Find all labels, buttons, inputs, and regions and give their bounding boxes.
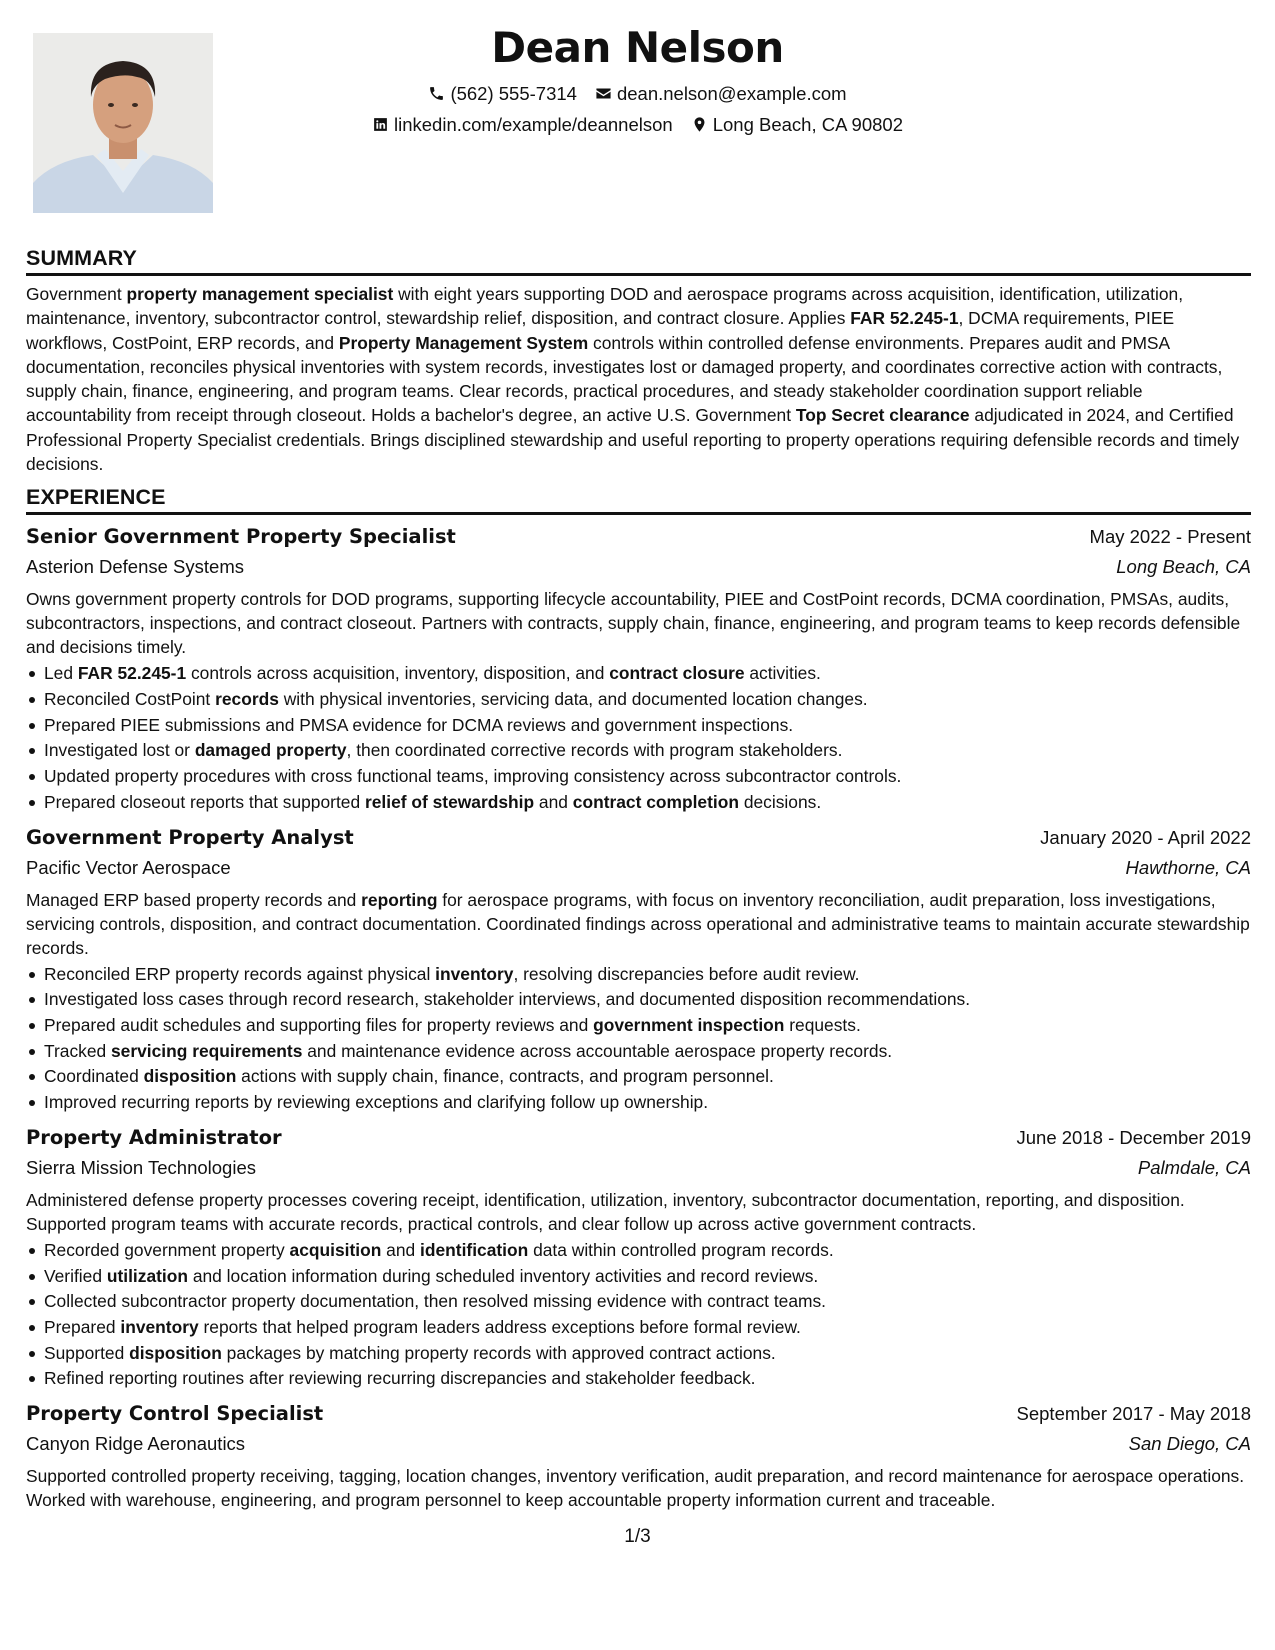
bold-phrase: contract closure	[609, 663, 745, 684]
bold-phrase: Property Management System	[338, 332, 589, 353]
location-contact	[691, 109, 903, 140]
job-bullets	[26, 1238, 1251, 1392]
phone-text: (562) 555-7314	[450, 83, 577, 104]
contact-line-2	[0, 109, 1275, 140]
text-run: Recorded government property	[44, 1239, 290, 1260]
location-text: Long Beach, CA 90802	[712, 114, 903, 135]
job-dates: September 2017 - May 2018	[1016, 1403, 1251, 1425]
text-run: Government	[26, 284, 127, 304]
bold-phrase: reporting	[361, 889, 438, 910]
job-dates: June 2018 - December 2019	[1016, 1126, 1251, 1148]
linkedin-icon	[372, 116, 389, 133]
page-number: 1/3	[624, 1526, 651, 1547]
map-pin-icon	[691, 116, 708, 133]
text-run: controls within controlled defense environments. Prepares audit and PMSA documentation, reconciles physical inventories with system records, investigates lost or damaged property, and coordinates corrective action with contracts, supply chain, finance, engineering, and program teams. Clear records, practical procedures, and steady stakeholder coordination support reliable accountability from receipt through closeout. Holds a bachelor's degree, an active U.S. Government	[26, 332, 1223, 426]
text-run: Improved recurring reports by reviewing exceptions and clarifying follow up ownership.	[44, 1092, 709, 1113]
text-run: decisions.	[738, 791, 822, 812]
text-run: Prepared	[44, 1316, 121, 1337]
text-run: , resolving discrepancies before audit review.	[513, 963, 860, 984]
job-description: Supported controlled property receiving, tagging, location changes, inventory verification, audit preparation, and record maintenance for aerospace operations. Worked with warehouse, engineering, and program personnel to keep accountable property information current and traceable.	[26, 1466, 1245, 1511]
bullet-item	[26, 764, 1251, 790]
job-bullets	[26, 661, 1251, 815]
text-run: Updated property procedures with cross functional teams, improving consistency across subcontractor controls.	[44, 766, 902, 787]
job-bullets	[26, 962, 1251, 1116]
job-location: San Diego, CA	[1128, 1433, 1251, 1455]
job-company-row	[26, 1430, 1251, 1458]
job-description: Administered defense property processes covering receipt, identification, utilization, inventory, subcontractor documentation, reporting, and disposition. Supported program teams with accurate records, practical controls, and clear follow up across active government contracts.	[26, 1189, 1185, 1234]
summary-text	[26, 282, 1251, 476]
text-run: Supported	[44, 1342, 130, 1363]
summary-heading: SUMMARY	[26, 243, 1251, 276]
text-run: adjudicated in 2024, and Certified Professional Property Specialist credentials. Brings disciplined stewardship and useful reporting to property operations requiring defensible records and timely decisions.	[26, 405, 1240, 475]
text-run: Led	[44, 663, 78, 684]
text-run: and	[534, 791, 573, 812]
job-description	[26, 888, 1251, 960]
linkedin-contact[interactable]	[372, 109, 673, 140]
experience-list	[26, 521, 1251, 1512]
bullet-item	[26, 790, 1251, 816]
bullet-item	[26, 1064, 1251, 1090]
resume-body	[26, 243, 1251, 1514]
bold-phrase: property management specialist	[126, 284, 394, 304]
bullet-item	[26, 661, 1251, 687]
text-run: Investigated loss cases through record research, stakeholder interviews, and documented disposition recommendations.	[44, 989, 971, 1010]
job-title-row	[26, 1398, 1251, 1430]
text-run: reports that helped program leaders address exceptions before formal review.	[198, 1316, 801, 1337]
bold-phrase: disposition	[143, 1066, 237, 1087]
text-run: Reconciled CostPoint	[44, 689, 216, 710]
job-company-row	[26, 1154, 1251, 1182]
bold-phrase: identification	[420, 1239, 529, 1260]
text-run: , DCMA requirements, PIEE workflows, CostPoint, ERP records, and	[26, 308, 1175, 353]
text-run: Prepared PIEE submissions and PMSA evidence for DCMA reviews and government inspections.	[44, 714, 794, 735]
bold-phrase: FAR 52.245-1	[850, 308, 959, 329]
bold-phrase: inventory	[120, 1316, 199, 1337]
bullet-item	[26, 1238, 1251, 1264]
text-run: Collected subcontractor property documentation, then resolved missing evidence with contract teams.	[44, 1291, 827, 1312]
bullet-item	[26, 713, 1251, 739]
job-location: Palmdale, CA	[1137, 1156, 1251, 1178]
job-title: Property Control Specialist	[26, 1402, 324, 1426]
job-entry	[26, 1122, 1251, 1392]
bullet-item	[26, 1090, 1251, 1116]
text-run: Prepared closeout reports that supported	[44, 791, 365, 812]
job-description: Owns government property controls for DOD programs, supporting lifecycle accountability, PIEE and CostPoint records, DCMA coordination, PMSAs, audits, subcontractors, inspections, and contract closeout. Partners with contracts, supply chain, finance, engineering, and program teams to keep records defensible and decisions timely.	[26, 589, 1241, 658]
bullet-item	[26, 738, 1251, 764]
bullet-item	[26, 1039, 1251, 1065]
bold-phrase: FAR 52.245-1	[77, 663, 187, 684]
bullet-item	[26, 1366, 1251, 1392]
job-entry	[26, 1398, 1251, 1512]
candidate-name: Dean Nelson	[491, 23, 784, 72]
text-run: and	[381, 1239, 421, 1260]
text-run: with eight years supporting DOD and aerospace programs across acquisition, identification, utilization, maintenance, inventory, subcontractor control, stewardship relief, disposition, and contract closure. Applies	[26, 284, 1184, 329]
text-run: actions with supply chain, finance, contracts, and program personnel.	[236, 1066, 774, 1087]
phone-icon	[428, 85, 445, 102]
text-run: Reconciled ERP property records against physical	[44, 963, 436, 984]
job-location: Hawthorne, CA	[1125, 856, 1251, 878]
bullet-item	[26, 1264, 1251, 1290]
job-entry	[26, 521, 1251, 815]
contact-line-1	[0, 78, 1275, 109]
envelope-icon	[595, 85, 612, 102]
experience-heading: EXPERIENCE	[26, 482, 1251, 515]
bold-phrase: disposition	[129, 1342, 222, 1363]
job-title: Property Administrator	[26, 1125, 282, 1149]
bold-phrase: acquisition	[289, 1239, 382, 1260]
text-run: Prepared audit schedules and supporting files for property reviews and	[44, 1015, 594, 1035]
bullet-item	[26, 1013, 1251, 1039]
text-run: Tracked	[44, 1040, 112, 1061]
bold-phrase: records	[215, 689, 279, 710]
text-run: Refined reporting routines after reviewing recurring discrepancies and stakeholder feedback.	[44, 1368, 756, 1389]
bold-phrase: government inspection	[593, 1015, 785, 1035]
text-run: with physical inventories, servicing data, and documented location changes.	[278, 689, 868, 710]
job-location: Long Beach, CA	[1116, 556, 1251, 578]
resume-header	[0, 18, 1275, 140]
job-title-row	[26, 521, 1251, 553]
text-run: controls across acquisition, inventory, disposition, and	[186, 663, 610, 684]
job-dates: May 2022 - Present	[1089, 526, 1251, 548]
text-run: data within controlled program records.	[528, 1239, 834, 1260]
job-title: Government Property Analyst	[26, 825, 354, 849]
text-run: , then coordinated corrective records with program stakeholders.	[346, 740, 843, 761]
text-run: activities.	[744, 663, 821, 684]
email-text[interactable]: dean.nelson@example.com	[616, 83, 847, 104]
text-run: Coordinated	[44, 1066, 144, 1087]
text-run: and maintenance evidence across accountable aerospace property records.	[302, 1040, 893, 1061]
job-company: Canyon Ridge Aeronautics	[26, 1433, 246, 1455]
bold-phrase: contract completion	[572, 791, 739, 812]
bullet-item	[26, 687, 1251, 713]
job-title: Senior Government Property Specialist	[26, 525, 456, 549]
job-title-row	[26, 822, 1251, 854]
job-entry	[26, 822, 1251, 1116]
job-company-row	[26, 553, 1251, 581]
job-company-row	[26, 854, 1251, 882]
bullet-item	[26, 1315, 1251, 1341]
text-run: Managed ERP based property records and	[26, 889, 362, 910]
bold-phrase: damaged property	[194, 740, 347, 761]
linkedin-text[interactable]: linkedin.com/example/deannelson	[394, 114, 673, 135]
text-run: requests.	[784, 1015, 861, 1035]
bold-phrase: inventory	[435, 963, 514, 984]
job-title-row	[26, 1122, 1251, 1154]
bold-phrase: relief of stewardship	[364, 791, 535, 812]
email-contact[interactable]	[595, 78, 847, 109]
bullet-item	[26, 962, 1251, 988]
job-company: Sierra Mission Technologies	[26, 1156, 256, 1178]
bold-phrase: utilization	[106, 1265, 188, 1286]
bold-phrase: servicing requirements	[111, 1040, 303, 1061]
text-run: packages by matching property records with approved contract actions.	[221, 1342, 776, 1363]
bullet-item	[26, 1341, 1251, 1367]
bold-phrase: Top Secret clearance	[795, 405, 970, 426]
phone-contact	[428, 78, 577, 109]
job-company: Asterion Defense Systems	[26, 556, 244, 578]
text-run: for aerospace programs, with focus on inventory reconciliation, audit preparation, loss investigations, servicing controls, disposition, and contract documentation. Coordinated findings across operational and administrative teams to maintain accurate stewardship records.	[26, 889, 1250, 958]
text-run: Investigated lost or	[44, 740, 195, 761]
job-company: Pacific Vector Aerospace	[26, 856, 231, 878]
text-run: and location information during scheduled inventory activities and record reviews.	[188, 1265, 819, 1286]
text-run: Verified	[44, 1265, 107, 1286]
bullet-item	[26, 1289, 1251, 1315]
job-dates: January 2020 - April 2022	[1040, 826, 1251, 848]
bullet-item	[26, 987, 1251, 1013]
